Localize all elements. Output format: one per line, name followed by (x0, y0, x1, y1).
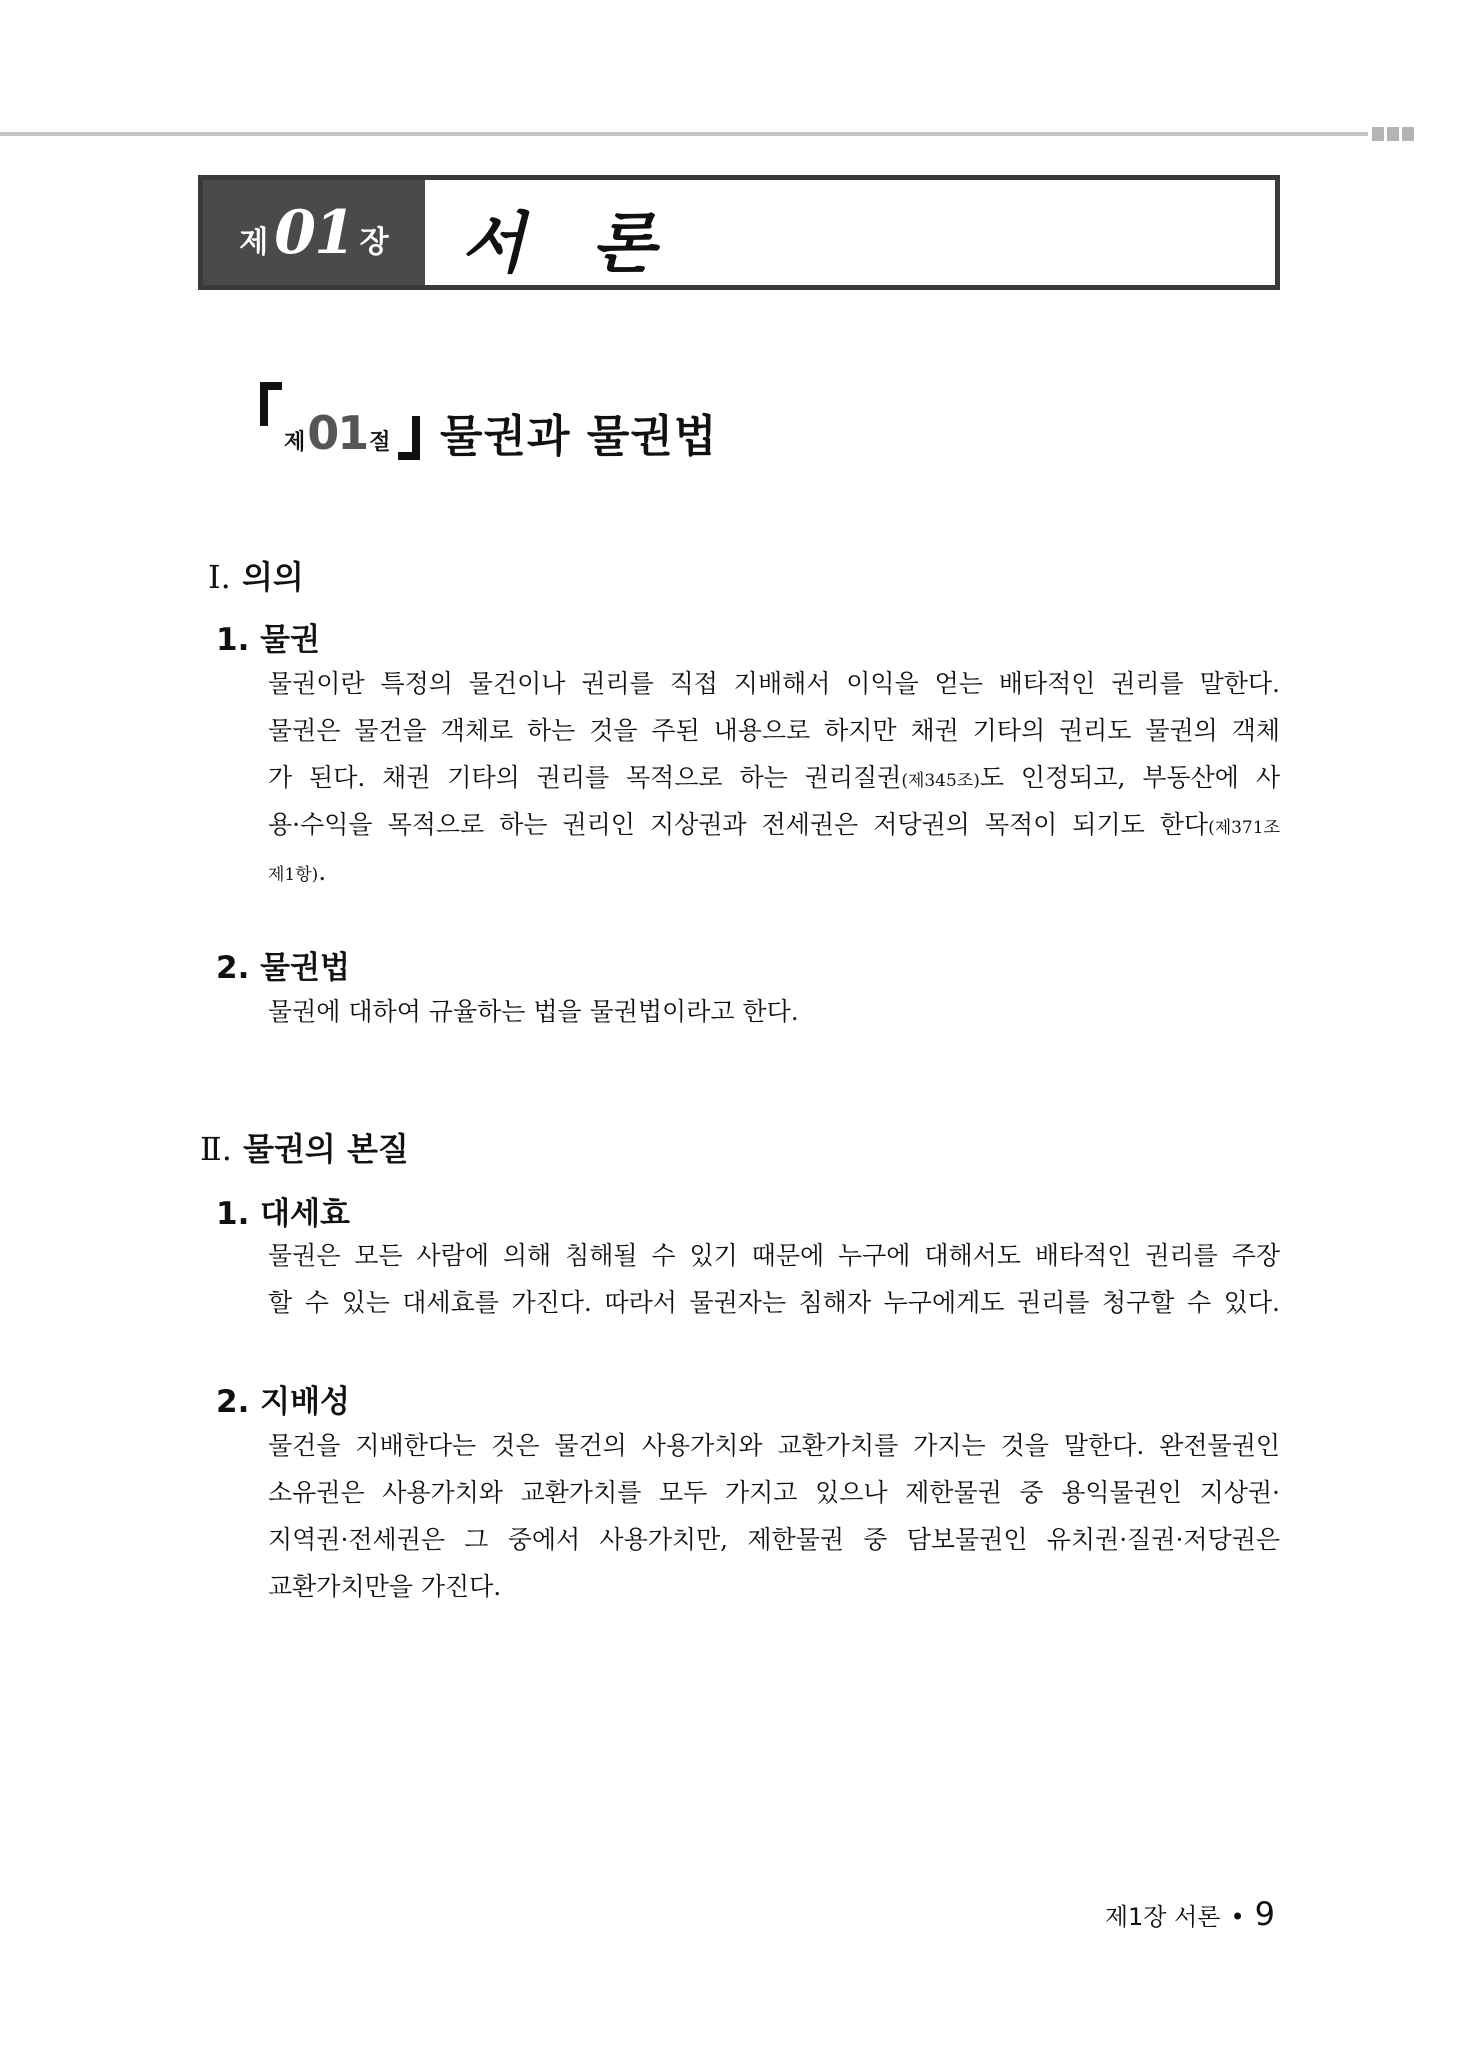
chapter-banner (198, 175, 1280, 290)
chapter-title: 서 론 (461, 205, 678, 282)
part1-sub1-number: 1. (216, 622, 250, 658)
part2-sub2-heading (216, 1376, 350, 1421)
part2-title: 물권의 본질 (243, 1130, 409, 1168)
part2-numeral: Ⅱ. (200, 1130, 232, 1168)
bracket-open-icon (260, 382, 282, 426)
chapter-tag (203, 180, 425, 285)
article-citation: (제371조 (1208, 818, 1280, 838)
paragraph-line: 교환가치만을 가진다. (268, 1572, 502, 1601)
paragraph-line: 소유권은 사용가치와 교환가치를 모두 가지고 있으나 제한물권 중 용익물권인 지상권· (268, 1478, 1280, 1507)
section-number: 01 (307, 406, 368, 460)
chapter-number: 01 (274, 197, 354, 268)
part2-sub1-heading (216, 1188, 350, 1233)
text-run: 가 된다. 채권 기타의 권리를 목적으로 하는 권리질권 (268, 763, 902, 792)
paragraph-line: 물권은 물건을 객체로 하는 것을 주된 내용으로 하지만 채권 기타의 권리도 물권의 객체 (268, 716, 1280, 745)
part2-sub1-paragraph (268, 1232, 1280, 1326)
paragraph-line: 물건을 지배한다는 것은 물건의 사용가치와 교환가치를 가지는 것을 말한다. 완전물권인 (268, 1431, 1280, 1460)
part1-heading (208, 552, 304, 598)
section-tag (284, 406, 391, 460)
chapter-suffix: 장 (359, 224, 389, 260)
part1-sub1-paragraph (268, 660, 1280, 895)
chapter-prefix: 제 (239, 224, 269, 260)
header-corner-marks (1372, 127, 1414, 141)
paragraph-line: 물권은 모든 사람에 의해 침해될 수 있기 때문에 누구에 대해서도 배타적인 권리를 주장 (268, 1241, 1280, 1270)
footer-chapter-label: 제1장 서론 (1104, 1903, 1221, 1931)
paragraph-line: 지역권·전세권은 그 중에서 사용가치만, 제한물권 중 담보물권인 유치권·질권·저당권은 (268, 1525, 1280, 1554)
part2-sub2-paragraph (268, 1422, 1280, 1610)
article-citation: (제345조) (901, 771, 980, 791)
page-footer (1105, 1895, 1275, 1933)
part2-sub2-number: 2. (216, 1384, 250, 1420)
paragraph-line (268, 801, 1280, 848)
part1-sub2-number: 2. (216, 950, 250, 986)
section-title: 물권과 물권법 (440, 411, 718, 462)
page-number: 9 (1254, 1895, 1275, 1933)
paragraph-line (268, 848, 1280, 895)
text-run: 용·수익을 목적으로 하는 권리인 지상권과 전세권은 저당권의 목적이 되기도 한다 (268, 810, 1209, 839)
bracket-close-icon (398, 416, 420, 460)
part1-numeral: Ⅰ. (208, 558, 231, 596)
article-citation: 제1항) (268, 865, 319, 885)
section-prefix: 제 (284, 430, 306, 455)
paragraph-line: 할 수 있는 대세효를 가진다. 따라서 물권자는 침해자 누구에게도 권리를 청구할 수 있다. (268, 1288, 1280, 1317)
section-suffix: 절 (369, 430, 391, 455)
part1-sub1-heading (216, 614, 320, 659)
header-rule (0, 132, 1368, 136)
part2-sub2-title: 지배성 (260, 1384, 350, 1420)
footer-bullet-icon: • (1230, 1903, 1245, 1931)
part2-sub1-number: 1. (216, 1196, 250, 1232)
paragraph-line: 물권이란 특정의 물건이나 권리를 직접 지배해서 이익을 얻는 배타적인 권리를 말한다. (268, 669, 1280, 698)
part1-sub1-title: 물권 (260, 622, 321, 658)
text-run: 도 인정되고, 부동산에 사 (979, 763, 1280, 792)
part2-sub1-title: 대세효 (260, 1196, 350, 1232)
text-run: . (318, 857, 327, 886)
paragraph-line: 물권에 대하여 규율하는 법을 물권법이라고 한다. (268, 997, 799, 1026)
part2-heading (200, 1124, 409, 1170)
paragraph-line (268, 754, 1280, 801)
part1-sub2-paragraph (268, 988, 1280, 1035)
part1-title: 의의 (241, 558, 304, 596)
part1-sub2-heading (216, 942, 350, 987)
part1-sub2-title: 물권법 (260, 950, 350, 986)
